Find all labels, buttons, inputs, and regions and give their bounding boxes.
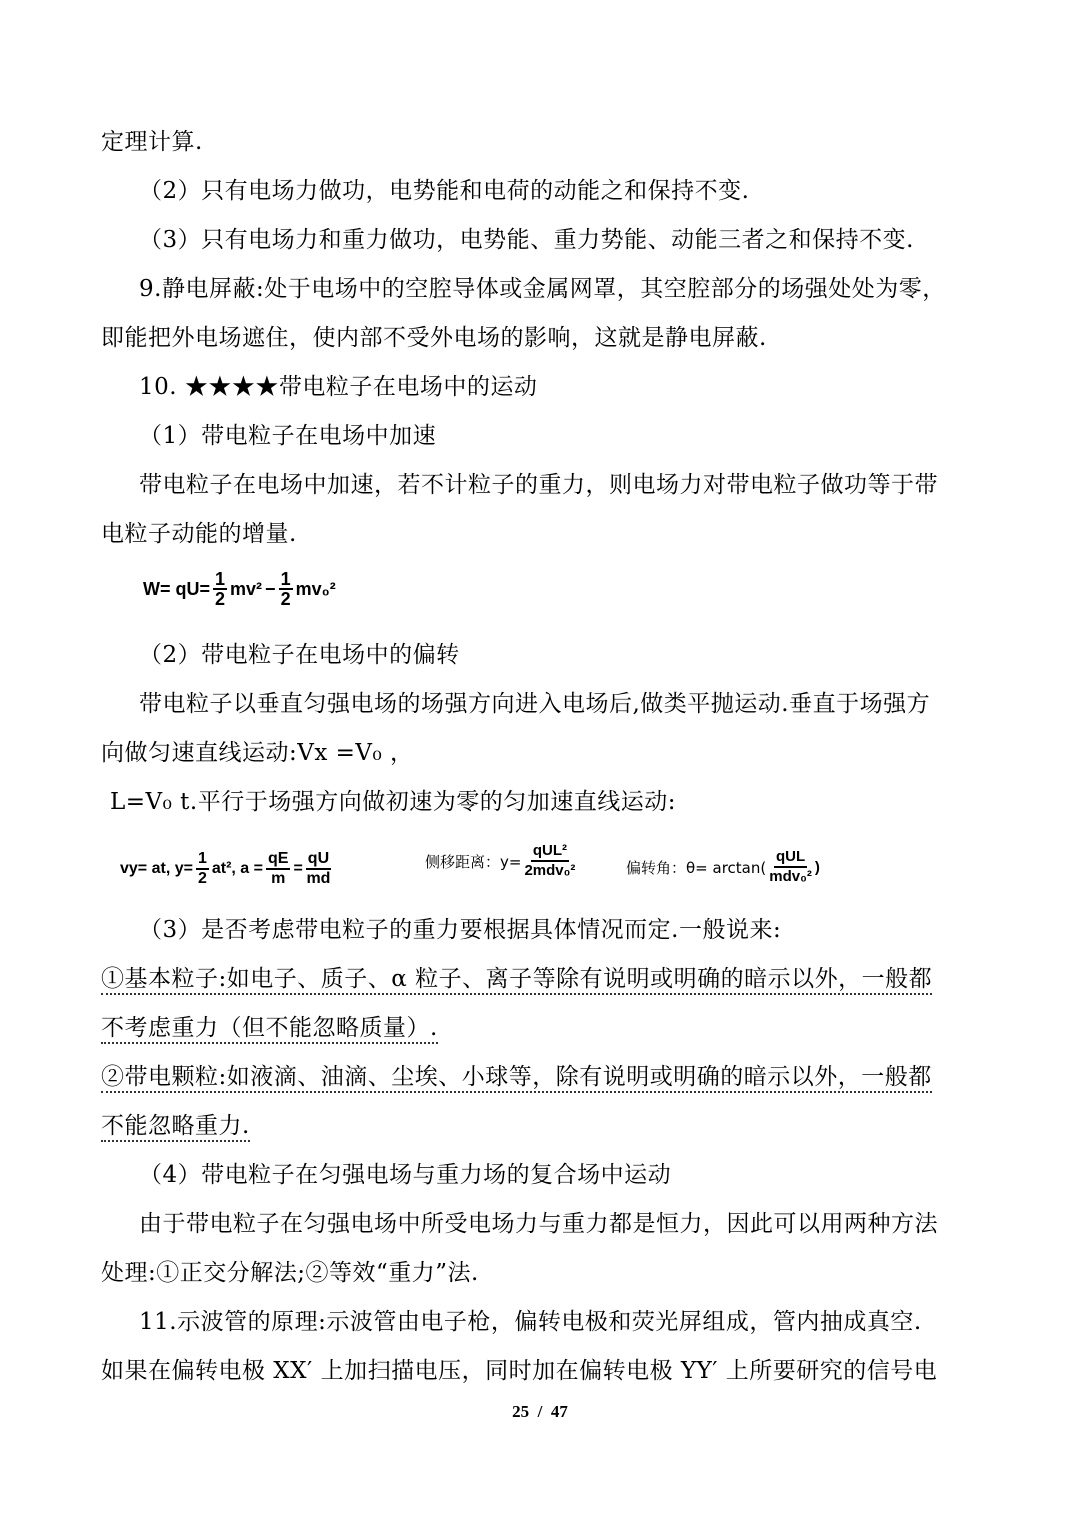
formula-lhs: W= qU= [143,578,211,599]
formula-work-energy [143,570,336,608]
text-line: （3）是否考虑带电粒子的重力要根据具体情况而定.一般说来: [139,917,782,943]
formula-op: ) [814,858,820,876]
fraction-deflection [524,842,575,880]
text-line: 11.示波管的原理:示波管由电子枪，偏转电极和荧光屏组成，管内抽成真空. [139,1309,922,1335]
numerator: qU [306,850,331,870]
numerator: qUL [774,848,807,868]
formula-deflection-angle [626,848,820,886]
fraction-qe-m [266,850,290,888]
denominator: md [306,870,331,887]
denominator: mdv₀² [769,868,812,885]
fraction-half [279,570,293,608]
text-line-dotted [101,1062,932,1092]
subheading: （2）带电粒子在电场中的偏转 [139,642,460,668]
formula-op: − [265,578,276,599]
subheading: （4）带电粒子在匀强电场与重力场的复合场中运动 [139,1162,672,1188]
page-current: 25 [512,1402,530,1421]
text-line: 即能把外电场遮住，使内部不受外电场的影响，这就是静电屏蔽. [101,325,767,351]
denominator: 2mdv₀² [524,862,576,879]
formula-lhs: vy= at, y= [120,860,193,877]
text-line: 处理:①正交分解法;②等效“重力”法. [101,1260,479,1286]
fraction-half [196,850,209,888]
page-separator: / [537,1402,543,1421]
numerator: qE [266,850,290,870]
text-line-dotted [101,1111,250,1141]
fraction-half [213,570,227,608]
formula-op: = [293,860,303,877]
text-line: 9.静电屏蔽:处于电场中的空腔导体或金属网罩，其空腔部分的场强处处为零， [139,276,946,302]
text-line: 带电粒子在电场中加速，若不计粒子的重力，则电场力对带电粒子做功等于带 [139,472,938,498]
text-line: （3）只有电场力和重力做功，电势能、重力势能、动能三者之和保持不变. [139,227,914,253]
dotted-text: 不能忽略重力. [101,1113,250,1142]
text-line: （2）只有电场力做功，电势能和电荷的动能之和保持不变. [139,178,750,204]
text-line: 带电粒子以垂直匀强电场的场强方向进入电场后,做类平抛运动.垂直于场强方 [139,691,931,717]
formula-term: at², a = [211,860,263,877]
text-line: 电粒子动能的增量. [101,521,297,547]
text-line: 由于带电粒子在匀强电场中所受电场力与重力都是恒力，因此可以用两种方法 [139,1211,938,1237]
formula-label: 偏转角：θ= arctan( [626,858,767,877]
denominator: m [271,870,286,887]
text-line: L=V₀ t.平行于场强方向做初速为零的匀加速直线运动: [110,789,676,815]
section-heading: 10. ★★★★带电粒子在电场中的运动 [139,374,538,400]
text-line-dotted [101,1013,438,1043]
formula-label: 侧移距离：y= [425,852,522,871]
formula-deflection-distance [425,842,575,880]
denominator: 2 [197,870,207,887]
page-number [0,1402,1080,1422]
denominator: 2 [215,589,226,609]
text-line: 向做匀速直线运动:Vx =V₀ ， [101,740,414,766]
formula-term: mv₀² [295,578,336,599]
fraction-qu-md [306,850,331,888]
numerator: 1 [196,850,209,870]
denominator: 2 [280,589,291,609]
dotted-text: ①基本粒子:如电子、质子、α 粒子、离子等除有说明或明确的暗示以外，一般都 [101,966,932,995]
formula-term: mv² [230,578,263,599]
numerator: qUL² [531,842,569,862]
numerator: 1 [215,569,226,589]
page-total: 47 [550,1402,568,1421]
fraction-angle [769,848,812,886]
text-line-dotted [101,964,932,994]
subheading: （1）带电粒子在电场中加速 [139,423,437,449]
formula-kinematics [120,850,331,888]
dotted-text: 不考虑重力（但不能忽略质量）. [101,1015,438,1044]
text-line: 如果在偏转电极 XX′ 上加扫描电压，同时加在偏转电极 YY′ 上所要研究的信号电 [101,1358,938,1384]
text-line: 定理计算. [101,129,203,155]
numerator: 1 [280,569,291,589]
dotted-text: ②带电颗粒:如液滴、油滴、尘埃、小球等，除有说明或明确的暗示以外，一般都 [101,1064,932,1093]
